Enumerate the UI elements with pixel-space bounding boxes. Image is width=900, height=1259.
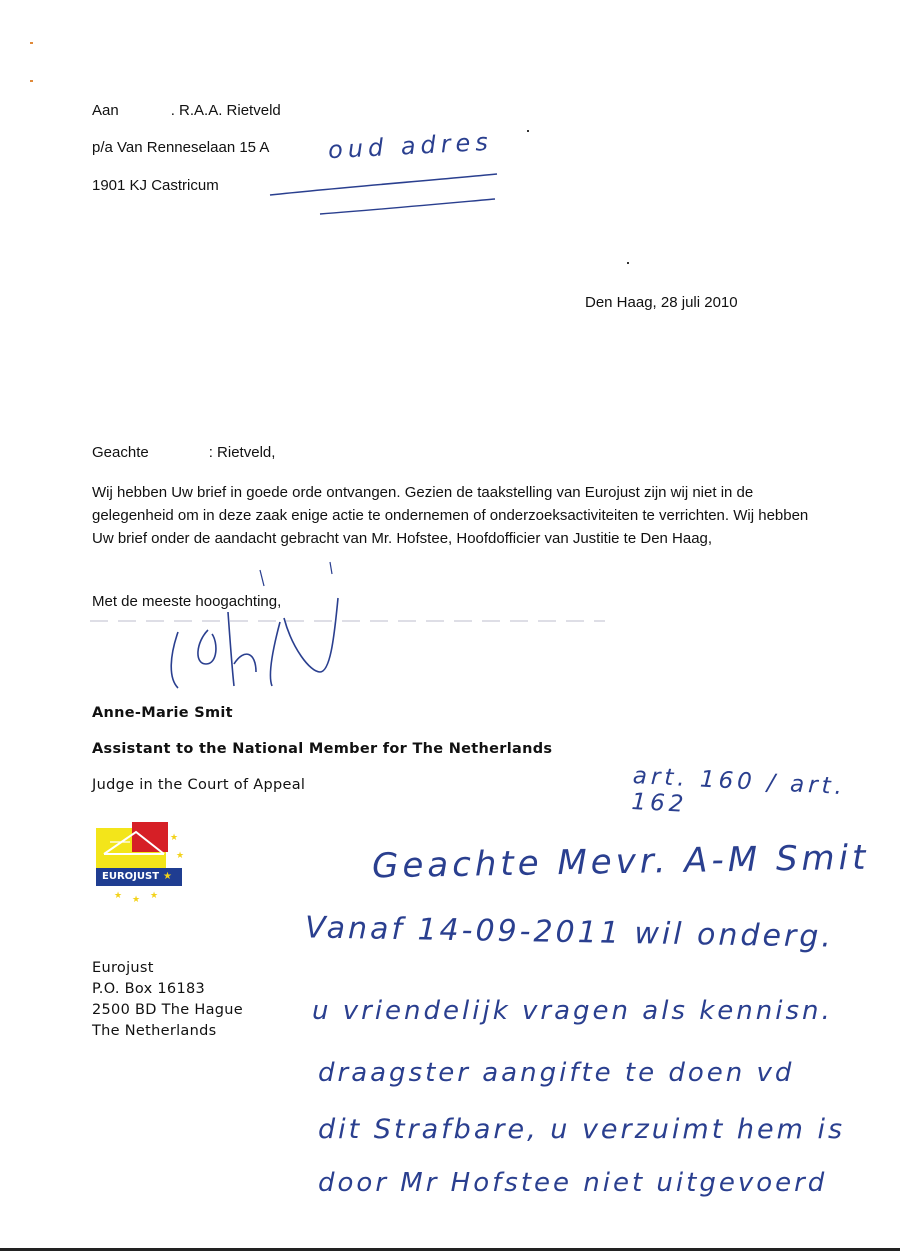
address-line-1: Eurojust <box>92 960 154 976</box>
scan-speck <box>30 42 33 44</box>
handwritten-note-line-5: dit Strafbare, u verzuimt hem is <box>318 1114 846 1145</box>
signatory-title: Assistant to the National Member for The Netherlands <box>92 741 553 757</box>
address-line-4: The Netherlands <box>92 1023 217 1039</box>
handwritten-note-line-2: Vanaf 14-09-2011 wil onderg. <box>304 910 835 955</box>
recipient-city: 1901 KJ Castricum <box>92 177 219 194</box>
body-paragraph: Wij hebben Uw brief in goede orde ontvangen. Gezien de taakstelling van Eurojust zijn wij niet in de gelegenheid om in deze zaak enige actie te ondernemen of onderzoeksactiviteiten te verrichten. Wij hebben Uw brief onder de aandacht gebracht van Mr. Hofstee, Hoofdofficier van Justitie te Den Haag, <box>92 484 809 547</box>
signatory-role: Judge in the Court of Appeal <box>92 777 306 793</box>
scan-edge-line <box>0 1248 900 1251</box>
logo-star-icon: ★ <box>170 832 179 842</box>
logo-star-icon: ★ <box>132 894 141 904</box>
date-line: Den Haag, 28 juli 2010 <box>585 294 738 311</box>
logo-roof-icon <box>100 826 170 858</box>
salutation-name: : Rietveld, <box>208 444 276 461</box>
recipient-name-line <box>92 101 281 121</box>
recipient-name: . R.A.A. Rietveld <box>170 102 281 119</box>
address-line-3: 2500 BD The Hague <box>92 1002 244 1018</box>
eurojust-logo <box>92 822 197 914</box>
signature <box>160 560 370 700</box>
signatory-name: Anne-Marie Smit <box>92 705 233 721</box>
logo-star-icon: ★ <box>150 890 159 900</box>
logo-label <box>96 868 182 886</box>
logo-star-icon: ★ <box>176 850 185 860</box>
logo-label-text: EUROJUST <box>102 871 160 882</box>
scan-speck <box>527 130 529 132</box>
old-address-annotation: oud adres <box>327 127 494 165</box>
logo-star-icon: ★ <box>114 890 123 900</box>
handwritten-note-line-6: door Mr Hofstee niet uitgevoerd <box>318 1168 828 1198</box>
logo-star-icon: ★ <box>163 871 172 882</box>
handwritten-article-reference: art. 160 / art. 162 <box>630 763 847 818</box>
closing-line: Met de meeste hoogachting, <box>92 593 282 610</box>
recipient-address: p/a Van Renneselaan 15 A <box>92 139 270 156</box>
handwritten-note-line-1: Geachte Mevr. A-M Smit <box>371 837 870 887</box>
scan-speck <box>30 80 33 82</box>
address-strike-lines <box>265 165 505 220</box>
salutation-prefix: Geachte <box>92 444 149 461</box>
scan-speck <box>627 262 629 264</box>
recipient-prefix: Aan <box>92 102 119 119</box>
address-line-2: P.O. Box 16183 <box>92 981 206 997</box>
salutation <box>92 443 275 463</box>
handwritten-note-line-4: draagster aangifte te doen vd <box>318 1058 795 1088</box>
handwritten-note-line-3: u vriendelijk vragen als kennisn. <box>312 996 833 1026</box>
